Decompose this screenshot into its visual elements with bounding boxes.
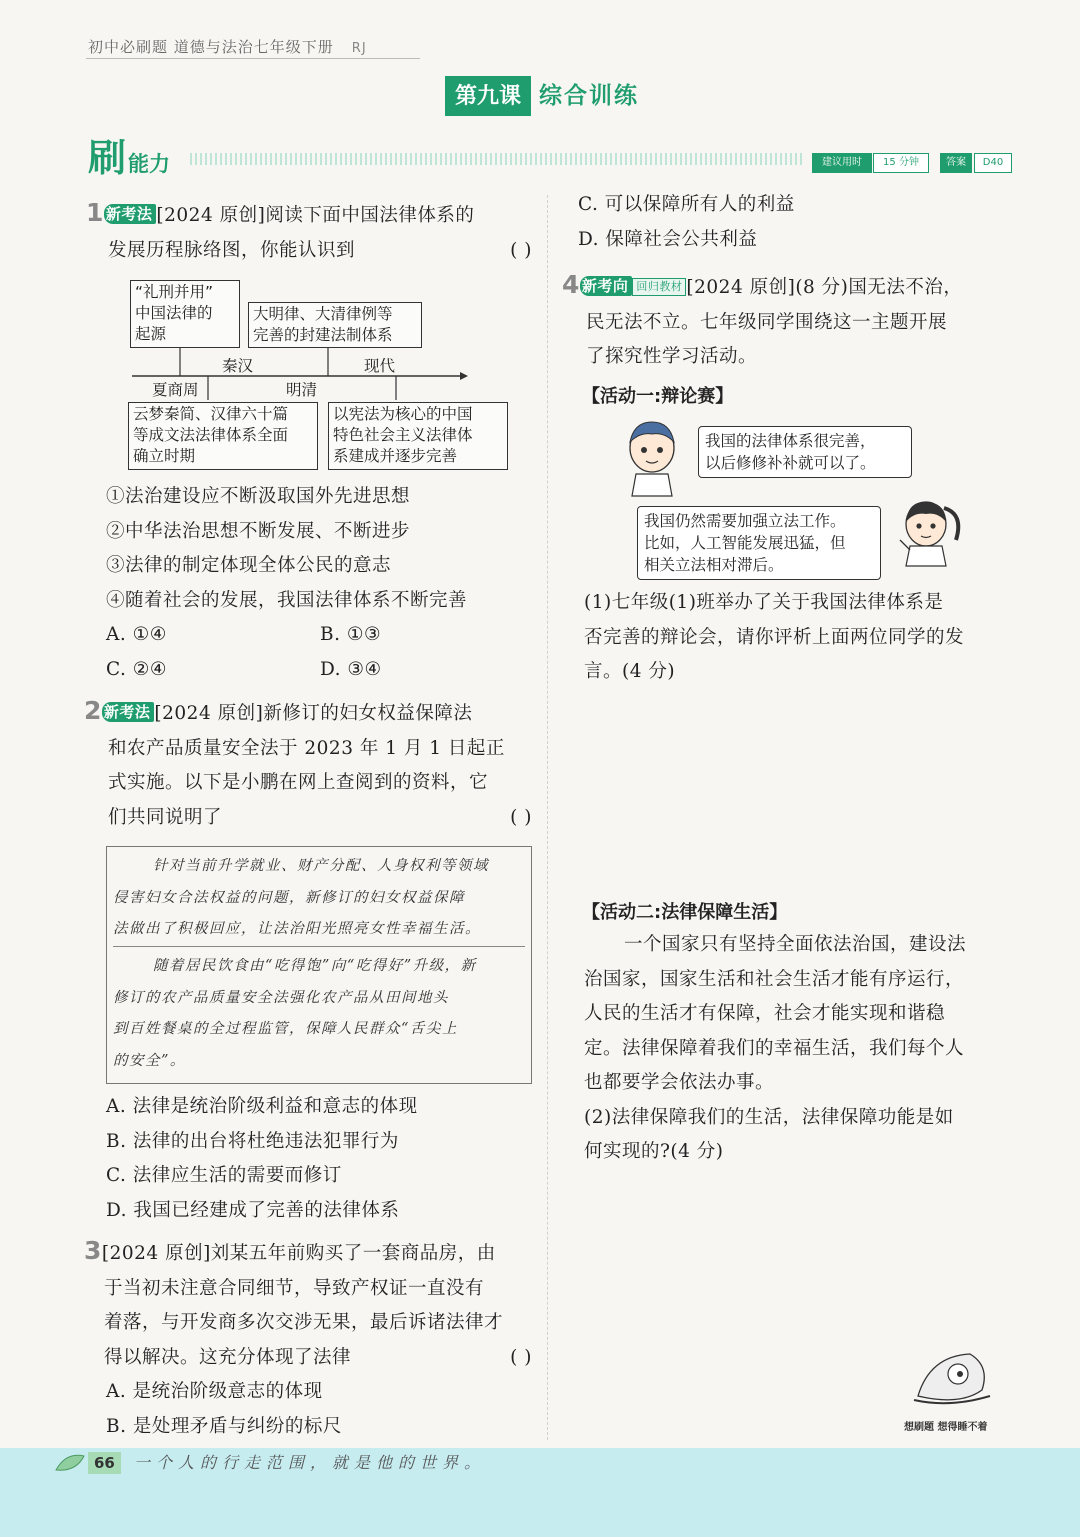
book-title: 初中必刷题 道德与法治七年级下册 xyxy=(88,38,334,56)
textbook-badge: 回归教材 xyxy=(632,278,686,296)
girl-speech-bubble xyxy=(637,506,881,580)
material-line: 的安全”。 xyxy=(113,1052,186,1069)
passage-line: 定。法律保障着我们的幸福生活，我们每个人 xyxy=(584,1037,965,1059)
answer-paren: ( ) xyxy=(510,806,532,828)
box-line: 特色社会主义法律体 xyxy=(333,426,473,444)
timeline-label-mingqing: 明清 xyxy=(286,381,318,399)
box-line: 中国法律的 xyxy=(135,304,213,322)
sub-question-line: 否完善的辩论会，请你评析上面两位同学的发 xyxy=(584,626,965,648)
question-number: 3 xyxy=(84,1236,102,1265)
question-stem: 发展历程脉络图，你能认识到 xyxy=(108,239,356,261)
box-line: 云梦秦简、汉律六十篇 xyxy=(133,405,289,423)
passage-line: 一个国家只有坚持全面依法治国，建设法 xyxy=(624,934,967,955)
footer-motto: 一个人的行走范围，就是他的世界。 xyxy=(134,1453,487,1472)
box-line: 确立时期 xyxy=(133,447,196,465)
activity-1-title: 【活动一:辩论赛】 xyxy=(582,386,734,407)
statement: ③法律的制定体现全体公民的意志 xyxy=(106,555,392,576)
sub-question-line: (1)七年级(1)班举办了关于我国法律体系是 xyxy=(584,592,944,613)
question-stem: 着落，与开发商多次交涉无果，最后诉诸法律才 xyxy=(104,1312,504,1333)
speech-line: 我国的法律体系很完善， xyxy=(705,432,876,450)
question-stem: [2024 原创](8 分)国无法不治， xyxy=(686,277,963,298)
edition-mark: RJ xyxy=(351,41,367,56)
box-line: 系建成并逐步完善 xyxy=(333,447,458,465)
answer-label: 答案 xyxy=(940,153,972,173)
activity-2-passage xyxy=(584,928,1014,1170)
sub-question-line: (2)法律保障我们的生活，法律保障功能是如 xyxy=(584,1106,954,1128)
question-stem: [2024 原创]刘某五年前购买了一套商品房，由 xyxy=(101,1243,496,1264)
timeline-label-modern: 现代 xyxy=(364,357,396,375)
new-method-badge: 新考法 xyxy=(102,702,155,722)
time-value: 15 分钟 xyxy=(873,153,929,173)
box-line: 大明律、大清律例等 xyxy=(253,305,393,323)
material-line: 针对当前升学就业、财产分配、人身权利等领域 xyxy=(153,858,489,874)
option-d: D. 保障社会公共利益 xyxy=(578,228,758,250)
material-line: 修订的农产品质量安全法强化农产品从田间地头 xyxy=(113,989,449,1006)
question-stem: 得以解决。这充分体现了法律 xyxy=(104,1346,352,1368)
timeline-label-xiashangzhou: 夏商周 xyxy=(152,381,199,399)
passage-line: 治国家，国家生活和社会生活才能有序运行， xyxy=(584,968,965,990)
question-stem: 了探究性学习活动。 xyxy=(586,346,758,367)
lesson-name: 综合训练 xyxy=(539,82,640,109)
material-line: 随着居民饮食由“吃得饱”向“吃得好”升级，新 xyxy=(153,958,477,974)
question-2 xyxy=(84,694,532,835)
box-line: 等成文法法律体系全面 xyxy=(133,426,289,444)
box-line: “礼刑并用” xyxy=(135,283,214,301)
question-number: 1 xyxy=(86,198,104,227)
option-a: A. 法律是统治阶级利益和意志的体现 xyxy=(106,1096,418,1117)
boy-speech-bubble xyxy=(698,426,912,478)
page-number: 66 xyxy=(88,1452,121,1474)
speech-line: 以后修修补补就可以了。 xyxy=(705,454,876,472)
question-3 xyxy=(84,1234,532,1444)
material-line: 侵害妇女合法权益的问题，新修订的妇女权益保障 xyxy=(113,889,465,906)
material-line: 法做出了积极回应，让法治阳光照亮女性幸福生活。 xyxy=(113,921,481,937)
new-method-badge: 新考法 xyxy=(104,204,157,224)
option-b: B. 法律的出台将杜绝违法犯罪行为 xyxy=(106,1130,399,1152)
section-name: 能力 xyxy=(128,151,171,176)
box-line: 起源 xyxy=(135,325,167,343)
girl-student-icon xyxy=(886,494,970,568)
question-number: 2 xyxy=(84,696,102,725)
box-line: 完善的封建法制体系 xyxy=(253,326,393,344)
sub-question-line: 何实现的?(4 分) xyxy=(584,1141,724,1162)
activity-2-title: 【活动二:法律保障生活】 xyxy=(582,902,788,923)
section-heading xyxy=(88,135,171,180)
passage-line: 也都要学会依法办事。 xyxy=(584,1072,775,1093)
header-rule xyxy=(86,58,420,59)
statement: ④随着社会的发展，我国法律体系不断完善 xyxy=(106,589,468,611)
mascot-icon xyxy=(910,1346,994,1410)
material-agri-safety xyxy=(113,951,521,1077)
material-women-rights xyxy=(113,851,521,946)
answer-paren: ( ) xyxy=(510,239,532,261)
timeline-box-written-law xyxy=(128,402,318,470)
option-c: C. ②④ xyxy=(106,658,167,680)
new-direction-badge: 新考向 xyxy=(580,276,633,296)
lesson-tag: 第九课 xyxy=(445,76,531,116)
question-4 xyxy=(562,268,1012,375)
box-line: 以宪法为核心的中国 xyxy=(333,405,473,423)
speech-line: 我国仍然需要加强立法工作。 xyxy=(644,512,846,530)
leaf-decoration-icon xyxy=(54,1450,86,1476)
time-label: 建议用时 xyxy=(812,153,872,173)
section-stripe xyxy=(190,153,802,165)
option-c: C. 可以保障所有人的利益 xyxy=(578,194,795,215)
timeline-box-socialist-law xyxy=(328,402,508,470)
question-stem: [2024 原创]新修订的妇女权益保障法 xyxy=(154,703,473,724)
option-a: A. 是统治阶级意志的体现 xyxy=(106,1381,323,1402)
question-stem: 们共同说明了 xyxy=(108,806,223,828)
option-b: B. ①③ xyxy=(320,624,382,645)
option-a: A. ①④ xyxy=(106,624,167,645)
answer-paren: ( ) xyxy=(510,1346,532,1368)
section-brand-char: 刷 xyxy=(88,135,127,180)
timeline-label-qinhan: 秦汉 xyxy=(222,357,254,375)
statement: ②中华法治思想不断发展、不断进步 xyxy=(106,520,411,542)
q1-statements xyxy=(106,480,536,687)
statement: ①法治建设应不断汲取国外先进思想 xyxy=(106,486,411,507)
question-1 xyxy=(86,196,532,268)
mascot-caption: 想刷题 想得睡不着 xyxy=(904,1422,988,1433)
q4-subquestion-1 xyxy=(584,586,1014,690)
question-number: 4 xyxy=(562,270,580,299)
lesson-title xyxy=(445,76,639,116)
question-stem: 民无法不立。七年级同学围绕这一主题开展 xyxy=(586,311,948,333)
column-divider xyxy=(547,195,548,1440)
option-d: D. ③④ xyxy=(320,658,382,680)
option-c: C. 法律应生活的需要而修订 xyxy=(106,1165,342,1186)
answer-page: D40 xyxy=(974,153,1012,173)
running-head xyxy=(88,36,367,57)
material-line: 到百姓餐桌的全过程监管，保障人民群众“舌尖上 xyxy=(113,1021,458,1037)
reference-material-box xyxy=(106,846,532,1084)
q2-options xyxy=(106,1090,536,1228)
option-b: B. 是处理矛盾与纠纷的标尺 xyxy=(106,1415,342,1437)
material-separator xyxy=(113,946,525,947)
sub-question-line: 言。(4 分) xyxy=(584,661,676,682)
question-stem: [2024 原创]阅读下面中国法律体系的 xyxy=(156,205,475,226)
law-history-timeline xyxy=(128,278,512,474)
question-stem: 和农产品质量安全法于 2023 年 1 月 1 日起正 xyxy=(108,737,505,759)
question-stem: 于当初未注意合同细节，导致产权证一直没有 xyxy=(104,1277,485,1299)
option-d: D. 我国已经建成了完善的法律体系 xyxy=(106,1199,400,1221)
passage-line: 人民的生活才有保障，社会才能实现和谐稳 xyxy=(584,1003,946,1024)
speech-line: 相关立法相对滞后。 xyxy=(644,556,784,574)
q3-options-continued xyxy=(578,188,1018,257)
boy-student-icon xyxy=(620,416,684,498)
speech-line: 比如，人工智能发展迅猛，但 xyxy=(644,534,846,552)
question-stem: 式实施。以下是小鹏在网上查阅到的资料，它 xyxy=(108,772,489,793)
